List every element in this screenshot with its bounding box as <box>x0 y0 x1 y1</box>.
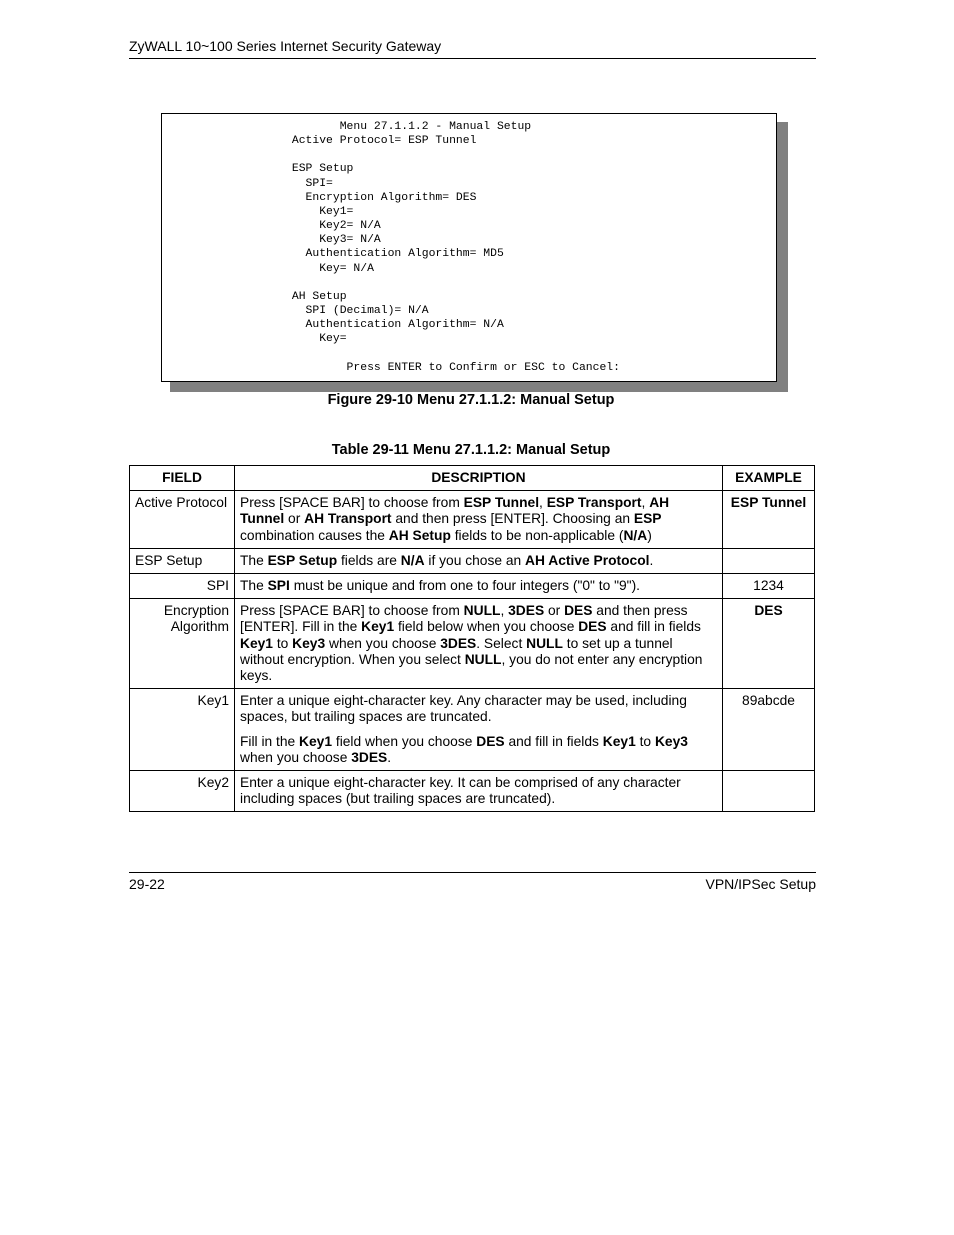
bold-term: AH Transport <box>304 511 392 527</box>
description-cell <box>235 599 723 689</box>
bold-term: NULL <box>526 635 563 651</box>
bold-term: N/A <box>623 527 648 543</box>
description-paragraph <box>240 775 717 807</box>
bold-term: DES <box>564 603 593 619</box>
page-number: 29-22 <box>129 876 165 892</box>
text-run: field below when you choose <box>394 619 579 635</box>
bold-term: DES <box>578 619 607 635</box>
bold-term: Key3 <box>292 635 326 651</box>
description-cell <box>235 771 723 812</box>
fields-table <box>129 465 815 812</box>
example-cell <box>723 548 815 573</box>
text-run: field when you choose <box>332 733 477 749</box>
bold-term: Key3 <box>654 733 688 749</box>
section-name: VPN/IPSec Setup <box>705 876 816 892</box>
text-run: when you choose <box>240 749 352 765</box>
text-run: , <box>500 603 509 619</box>
terminal-text: Menu 27.1.1.2 - Manual Setup Active Protocol= ESP Tunnel ESP Setup SPI= Encryption Algorithm= DES Key1= Key2= N/A Key3= N/A Authentication Algorithm= MD5 Key= N/A AH Setup SPI (Decimal)= N/A Authentication Algorithm= N/A Key= Press ENTER to Confirm or ESC to Cancel: <box>291 121 620 374</box>
table-row <box>130 491 815 549</box>
text-run: and fill in fields <box>504 733 603 749</box>
description-paragraph <box>240 603 717 684</box>
bold-term: Key1 <box>240 635 273 651</box>
bold-term: Key1 <box>299 733 333 749</box>
bold-term: NULL <box>463 603 501 619</box>
description-paragraph <box>240 495 717 544</box>
footer-rule <box>129 872 816 873</box>
bold-term: 3DES <box>351 749 388 765</box>
table-row <box>130 689 815 771</box>
description-paragraph <box>240 553 717 569</box>
text-run: , <box>539 495 547 511</box>
bold-term: AH Tunnel <box>240 495 670 527</box>
field-cell: Key2 <box>130 771 235 812</box>
example-cell: 89abcde <box>723 689 815 771</box>
field-cell: Active Protocol <box>130 491 235 549</box>
text-run: and fill in fields <box>606 619 701 635</box>
description-paragraph <box>240 578 717 594</box>
text-run: The <box>240 552 268 568</box>
example-cell <box>723 771 815 812</box>
table-row <box>130 574 815 599</box>
bold-term: ESP Transport <box>546 495 642 511</box>
description-cell <box>235 689 723 771</box>
text-run: Fill in the <box>240 733 300 749</box>
header-field: FIELD <box>130 466 235 491</box>
text-run: fields are <box>337 552 401 568</box>
field-cell: ESP Setup <box>130 548 235 573</box>
bold-term: AH Setup <box>388 527 451 543</box>
text-run: and then press [ENTER]. Choosing an <box>391 511 634 527</box>
text-run: combination causes the <box>240 527 389 543</box>
field-cell: Encryption Algorithm <box>130 599 235 689</box>
text-run: . <box>387 749 392 765</box>
table-caption: Table 29-11 Menu 27.1.1.2: Manual Setup <box>331 442 611 458</box>
text-run: , <box>641 495 650 511</box>
text-run: The <box>240 578 268 594</box>
text-run: to <box>635 733 655 749</box>
terminal-screen <box>161 113 777 382</box>
bold-term: N/A <box>400 552 425 568</box>
bold-term: 3DES <box>440 635 477 651</box>
figure-caption: Figure 29-10 Menu 27.1.1.2: Manual Setup <box>327 392 615 408</box>
bold-term: DES <box>476 733 505 749</box>
bold-term: 3DES <box>508 603 545 619</box>
description-cell <box>235 574 723 599</box>
text-run: must be unique and from one to four integers ("0" to "9"). <box>289 578 640 594</box>
field-cell: Key1 <box>130 689 235 771</box>
description-paragraph <box>240 734 717 766</box>
description-cell <box>235 548 723 573</box>
text-run: fields to be non-applicable ( <box>450 527 624 543</box>
table-header-row <box>130 466 815 491</box>
text-run: to set up a tunnel without encryption. When you select <box>240 635 673 667</box>
bold-term: Key1 <box>602 733 636 749</box>
header-description: DESCRIPTION <box>235 466 723 491</box>
bold-term: Key1 <box>361 619 395 635</box>
bold-term: AH Active Protocol <box>525 552 650 568</box>
text-run: Press [SPACE BAR] to choose from <box>240 495 464 511</box>
text-run: or <box>544 603 565 619</box>
bold-term: ESP <box>633 511 662 527</box>
description-paragraph <box>240 693 717 725</box>
text-run: Enter a unique eight-character key. It can be comprised of any character including spaces (but trailing spaces are truncated). <box>240 775 681 807</box>
description-cell <box>235 491 723 549</box>
text-run: and then press [ENTER]. Fill in the <box>240 603 688 635</box>
table-row <box>130 548 815 573</box>
text-run: . Select <box>476 635 527 651</box>
bold-term: NULL <box>464 651 502 667</box>
text-run: Enter a unique eight-character key. Any character may be used, including spaces, but trailing spaces are truncated. <box>240 693 687 725</box>
example-cell: 1234 <box>723 574 815 599</box>
text-run: when you choose <box>325 635 441 651</box>
bold-term: SPI <box>267 578 290 594</box>
table-row <box>130 771 815 812</box>
bold-term: ESP Setup <box>267 552 338 568</box>
text-run: if you chose an <box>424 552 526 568</box>
text-run: , you do not enter any encryption keys. <box>240 651 703 684</box>
header-example: EXAMPLE <box>723 466 815 491</box>
example-cell: ESP Tunnel <box>723 491 815 549</box>
text-run: ) <box>647 527 652 543</box>
text-run: or <box>284 511 305 527</box>
bold-term: ESP Tunnel <box>463 495 540 511</box>
table-row <box>130 599 815 689</box>
running-header: ZyWALL 10~100 Series Internet Security Gateway <box>129 38 442 54</box>
text-run: Press [SPACE BAR] to choose from <box>240 603 464 619</box>
field-cell: SPI <box>130 574 235 599</box>
text-run: . <box>649 552 654 568</box>
example-cell: DES <box>723 599 815 689</box>
text-run: to <box>272 635 293 651</box>
header-rule <box>129 58 816 59</box>
